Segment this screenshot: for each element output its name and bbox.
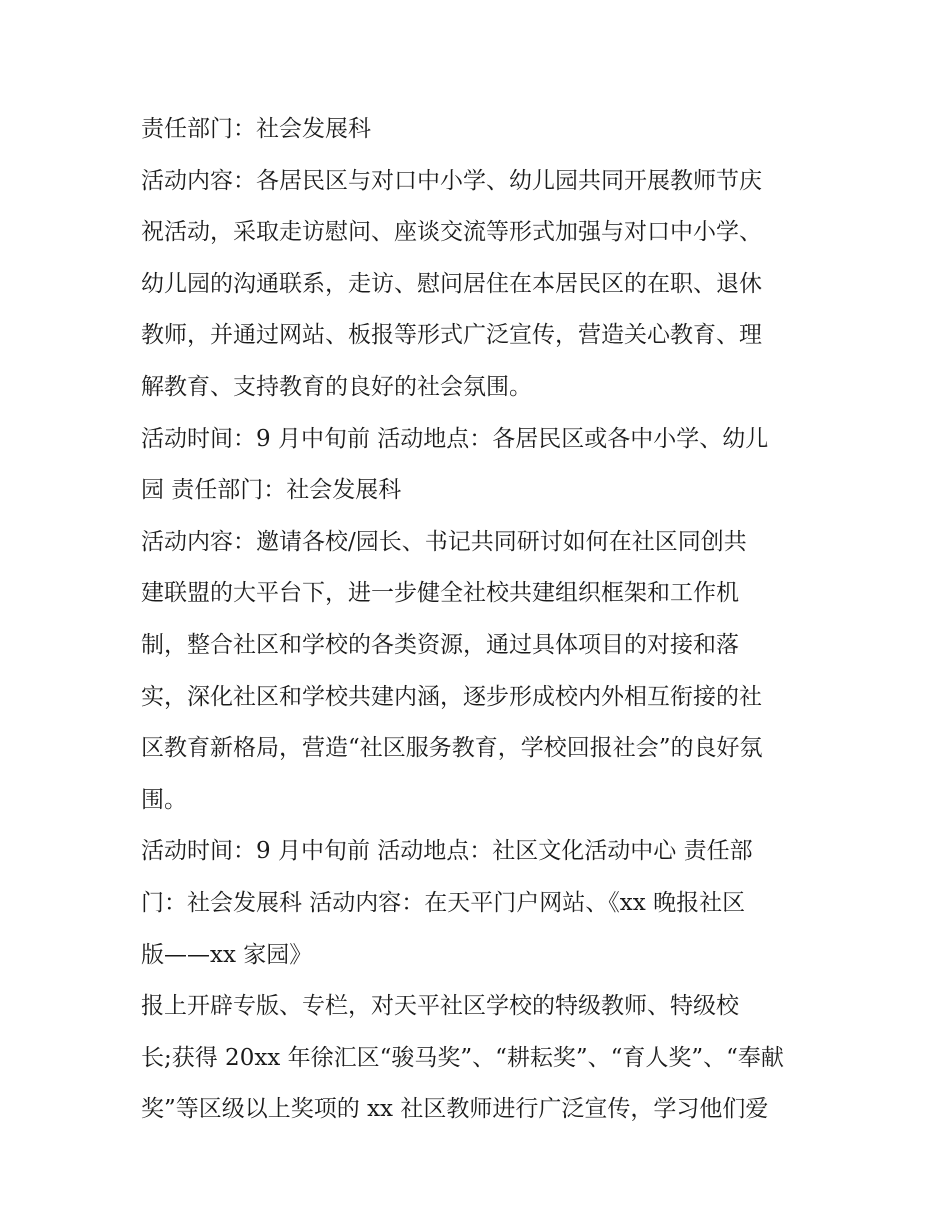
text-line: 活动时间：9 月中旬前 活动地点：各居民区或各中小学、幼儿: [141, 425, 769, 452]
text-line: 奖”等区级以上奖项的 xx 社区教师进行广泛宣传，学习他们爱: [141, 1096, 769, 1123]
text-line: 祝活动，采取走访慰问、座谈交流等形式加强与对口中小学、: [141, 219, 762, 246]
text-line: 活动内容：各居民区与对口中小学、幼儿园共同开展教师节庆: [141, 167, 762, 194]
text-line: 区教育新格局，营造“社区服务教育，学校回报社会”的良好氛: [141, 735, 763, 762]
document-body: [141, 107, 813, 1139]
text-line: 门：社会发展科 活动内容：在天平门户网站、《xx 晚报社区: [141, 889, 746, 916]
text-line: 建联盟的大平台下，进一步健全社校共建组织框架和工作机: [141, 580, 739, 607]
text-line: 活动内容：邀请各校/园长、书记共同研讨如何在社区同创共: [141, 528, 747, 555]
text-line: 园 责任部门：社会发展科: [141, 477, 402, 504]
text-line: 幼儿园的沟通联系，走访、慰问居住在本居民区的在职、退休: [141, 270, 762, 297]
text-line: 教师，并通过网站、板报等形式广泛宣传，营造关心教育、理: [141, 322, 762, 349]
text-line: 实，深化社区和学校共建内涵，逐步形成校内外相互衔接的社: [141, 683, 762, 710]
text-line: 解教育、支持教育的良好的社会氛围。: [141, 373, 532, 400]
text-line: 责任部门：社会发展科: [141, 116, 371, 142]
text-line: 制，整合社区和学校的各类资源，通过具体项目的对接和落: [141, 631, 739, 658]
text-line: 长;获得 20xx 年徐汇区“骏马奖”、“耕耘奖”、“育人奖”、“奉献: [141, 1044, 784, 1071]
text-line: 报上开辟专版、专栏，对天平社区学校的特级教师、特级校: [141, 993, 739, 1020]
text-line: 活动时间：9 月中旬前 活动地点：社区文化活动中心 责任部: [141, 838, 753, 865]
text-line: 版——xx 家园》: [141, 941, 313, 968]
text-line: 围。: [141, 786, 187, 813]
